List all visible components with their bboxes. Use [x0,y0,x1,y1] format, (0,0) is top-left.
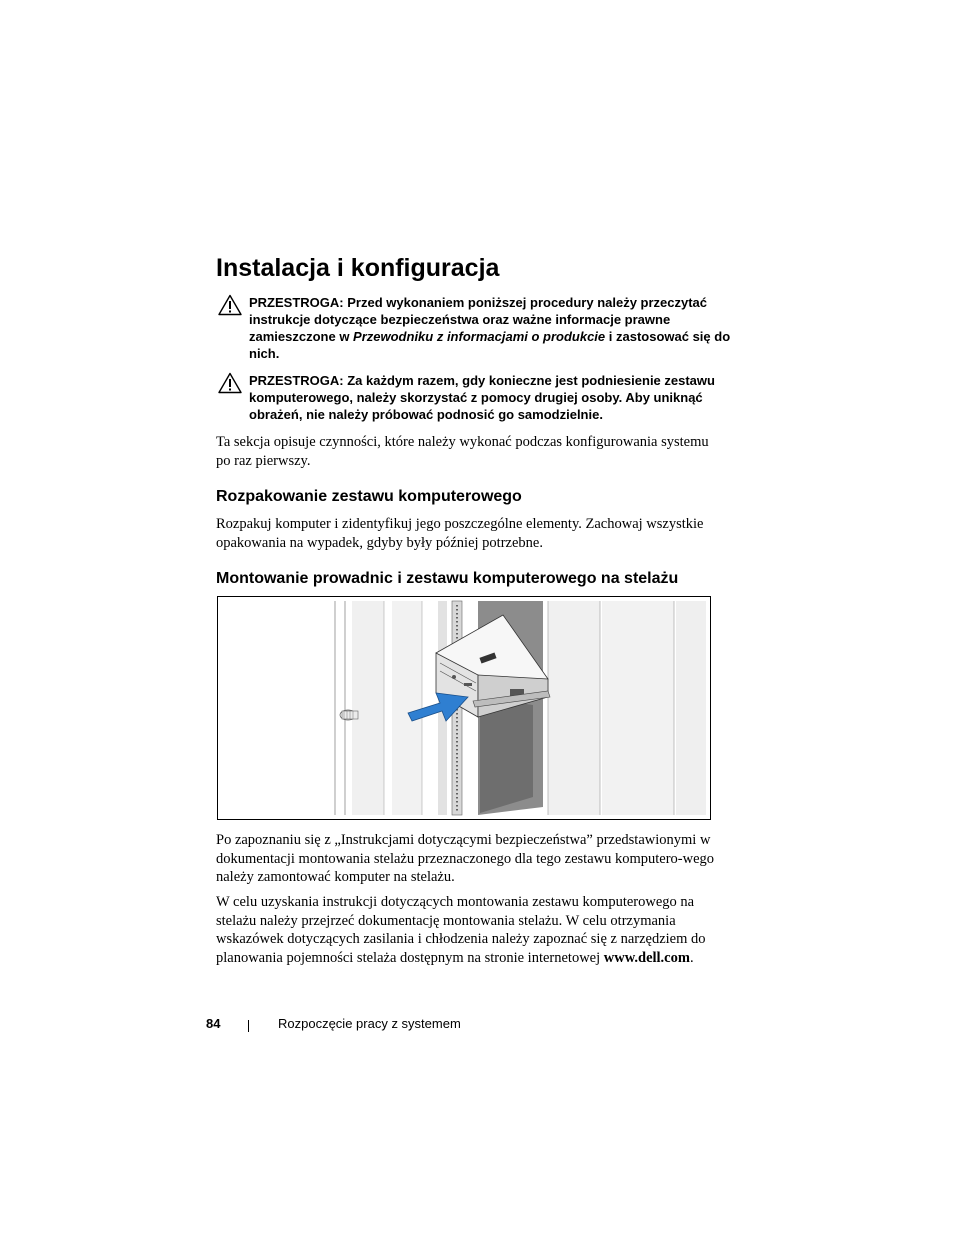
caution-text: PRZESTROGA: Przed wykonaniem poniższej procedury należy przeczytać instrukcje dotyczące bezpieczeństwa oraz ważne informacje prawne zamieszczone w Przewodniku z informacjami o produkcie i zastosować się do nich. [249,295,731,361]
warning-triangle-icon [218,294,242,316]
page-number: 84 [206,1016,221,1031]
caution-label: PRZESTROGA: [249,295,344,310]
rack-mounting-illustration [217,596,711,820]
intro-paragraph: Ta sekcja opisuje czynności, które należy wykonać podczas konfigurowania systemu po raz pierwszy. [216,434,709,469]
caution-lifting [216,372,726,428]
dell-website-link[interactable]: www.dell.com [603,950,690,967]
screw-icon [340,710,358,720]
rack-mounting-paragraph-2: W celu uzyskania instrukcji dotyczących montowania zestawu komputerowego na stelażu należy przejrzeć dokumentację montowania stelażu. W celu otrzymania wskazówek dotyczących zasilania i chłodzenia należy zapoznać się z narzędziem do planowania pojemności stelaża dostępnym na stronie internetowej www.dell.com. [216,894,706,967]
warning-triangle-icon [218,372,242,394]
footer-chapter-title: Rozpoczęcie pracy z systemem [278,1016,461,1031]
section-heading-rack-mounting: Montowanie prowadnic i zestawu komputerowego na stelażu [216,570,679,587]
caution-label: PRZESTROGA: [249,373,344,388]
page-title: Instalacja i konfiguracja [216,254,500,282]
caution-text: PRZESTROGA: Za każdym razem, gdy konieczne jest podniesienie zestawu komputerowego, należy skorzystać z pomocy drugiej osoby. Aby uniknąć obrażeń, nie należy próbować podnosić go samodzielnie. [249,373,715,422]
rack-mounting-paragraph-1: Po zapoznaniu się z „Instrukcjami dotyczącymi bezpieczeństwa” przedstawionymi w dokumentacji montowania stelażu przeznaczonego dla tego zestawu komputero-wego należy zamontować komputer na stelażu. [216,832,715,886]
footer-divider [248,1020,249,1032]
unpacking-paragraph: Rozpakuj komputer i zidentyfikuj jego poszczególne elementy. Zachowaj wszystkie opakowania na wypadek, gdyby były później potrzebne. [216,516,704,551]
page-footer [0,1016,954,1036]
rack-installation-drawing [218,597,710,819]
caution-lift-procedure [216,294,731,366]
product-guide-reference: Przewodniku z informacjami o produkcie [353,329,606,344]
section-heading-unpacking: Rozpakowanie zestawu komputerowego [216,488,522,505]
